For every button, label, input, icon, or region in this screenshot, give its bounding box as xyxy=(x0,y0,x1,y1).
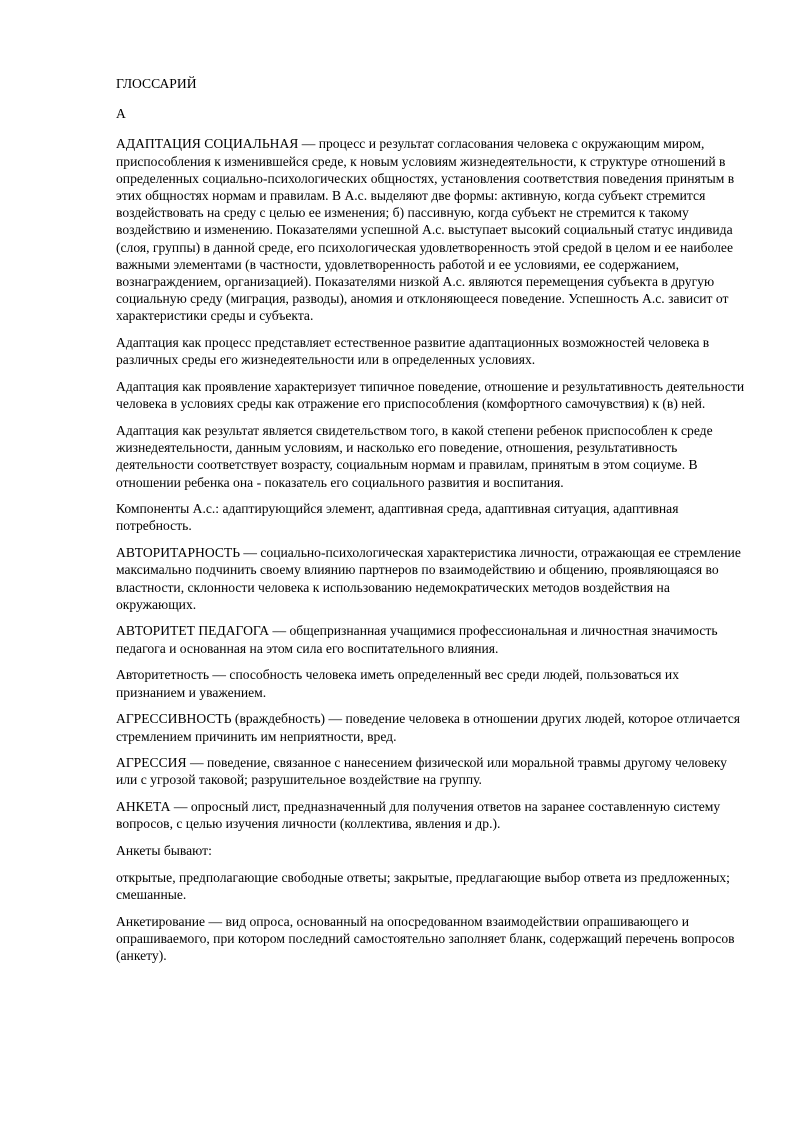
adaptation-manifestation-paragraph: Адаптация как проявление характеризует типичное поведение, отношение и результативность деятельности человека в условиях среды как отражение его приспособления (комфортного самочувствия) к (в) ней. xyxy=(116,379,745,412)
glossary-entry-aggression: АГРЕССИЯ — поведение, связанное с нанесением физической или моральной травмы другому человеку или с угрозой таковой; разрушительное воздействие на группу. xyxy=(116,755,727,788)
questionnaire-types-list: открытые, предполагающие свободные ответы; закрытые, предлагающие выбор ответа из предложенных; смешанные. xyxy=(116,869,730,902)
glossary-entry-teacher-authority: АВТОРИТЕТ ПЕДАГОГА — общепризнанная учащимися профессиональная и личностная значимость педагога и основанная на этом сила его воспитательного влияния. xyxy=(116,623,718,656)
glossary-entry-questionnaire: АНКЕТА — опросный лист, предназначенный для получения ответов на заранее составленную систему вопросов, с целью изучения личности (коллектива, явления и др.). xyxy=(116,799,721,832)
adaptation-components-paragraph: Компоненты А.с.: адаптирующийся элемент, адаптивная среда, адаптивная ситуация, адаптивная потребность. xyxy=(116,501,679,534)
section-letter: А xyxy=(116,106,126,122)
adaptation-result-paragraph: Адаптация как результат является свидетельством того, в какой степени ребенок приспособлен к среде жизнедеятельности, данным условиям, и насколько его поведение, отношения, результативность деятельности соответствует возрасту, социальным нормам и правилам, принятым в этом социуме. В отношении ребенка она - показатель его социального развития и воспитания. xyxy=(116,422,713,490)
adaptation-process-paragraph: Адаптация как процесс представляет естественное развитие адаптационных возможностей человека в различных среды его жизнедеятельности или в определенных условиях. xyxy=(116,335,710,368)
questionnaire-types-intro: Анкеты бывают: xyxy=(116,843,212,859)
document-title: ГЛОССАРИЙ xyxy=(116,76,197,91)
glossary-entry-questioning: Анкетирование — вид опроса, основанный на опосредованном взаимодействии опрашивающего и опрашиваемого, при котором последний самостоятельно заполняет бланк, содержащий перечень вопросов (анкету). xyxy=(116,913,735,964)
glossary-entry-adaptation: АДАПТАЦИЯ СОЦИАЛЬНАЯ — процесс и результат согласования человека с окружающим миром, приспособления к изменившейся среде, к новым условиям жизнедеятельности, к структуре отношений в определенных социально-психологических общностях, установления соответствия поведения принятым в этих общностях нормам и правилам. В А.с. выделяют две формы: активную, когда субъект стремится воздействовать на среду с целью ее изменения; б) пассивную, когда субъект не стремится к такому воздействию и изменению. Показателями успешной А.с. выступает высокий социальный статус индивида (слоя, группы) в данной среде, его психологическая удовлетворенность этой средой в целом и ее наиболее важными элементами (в частности, удовлетворенность работой и ее условиями, ее содержанием, вознаграждением, организацией). Показателями низкой А.с. являются перемещения субъекта в другую социальную среду (миграция, разводы), аномия и отклоняющееся поведение. Успешность А.с. зависит от характеристики среды и субъекта. xyxy=(116,136,735,324)
glossary-entry-authoritativeness: Авторитетность — способность человека иметь определенный вес среди людей, пользоваться их признанием и уважением. xyxy=(116,667,680,700)
glossary-entry-authoritarianism: АВТОРИТАРНОСТЬ — социально-психологическая характеристика личности, отражающая ее стремление максимально подчинить своему влиянию партнеров по взаимодействию и общению, проявляющаяся во властности, склонности человека к использованию недемократических методов воздействия на окружающих. xyxy=(116,545,741,612)
glossary-entry-aggressiveness: АГРЕССИВНОСТЬ (враждебность) — поведение человека в отношении других людей, которое отличается стремлением причинить им неприятности, вред. xyxy=(116,711,740,744)
document-page xyxy=(116,75,748,974)
